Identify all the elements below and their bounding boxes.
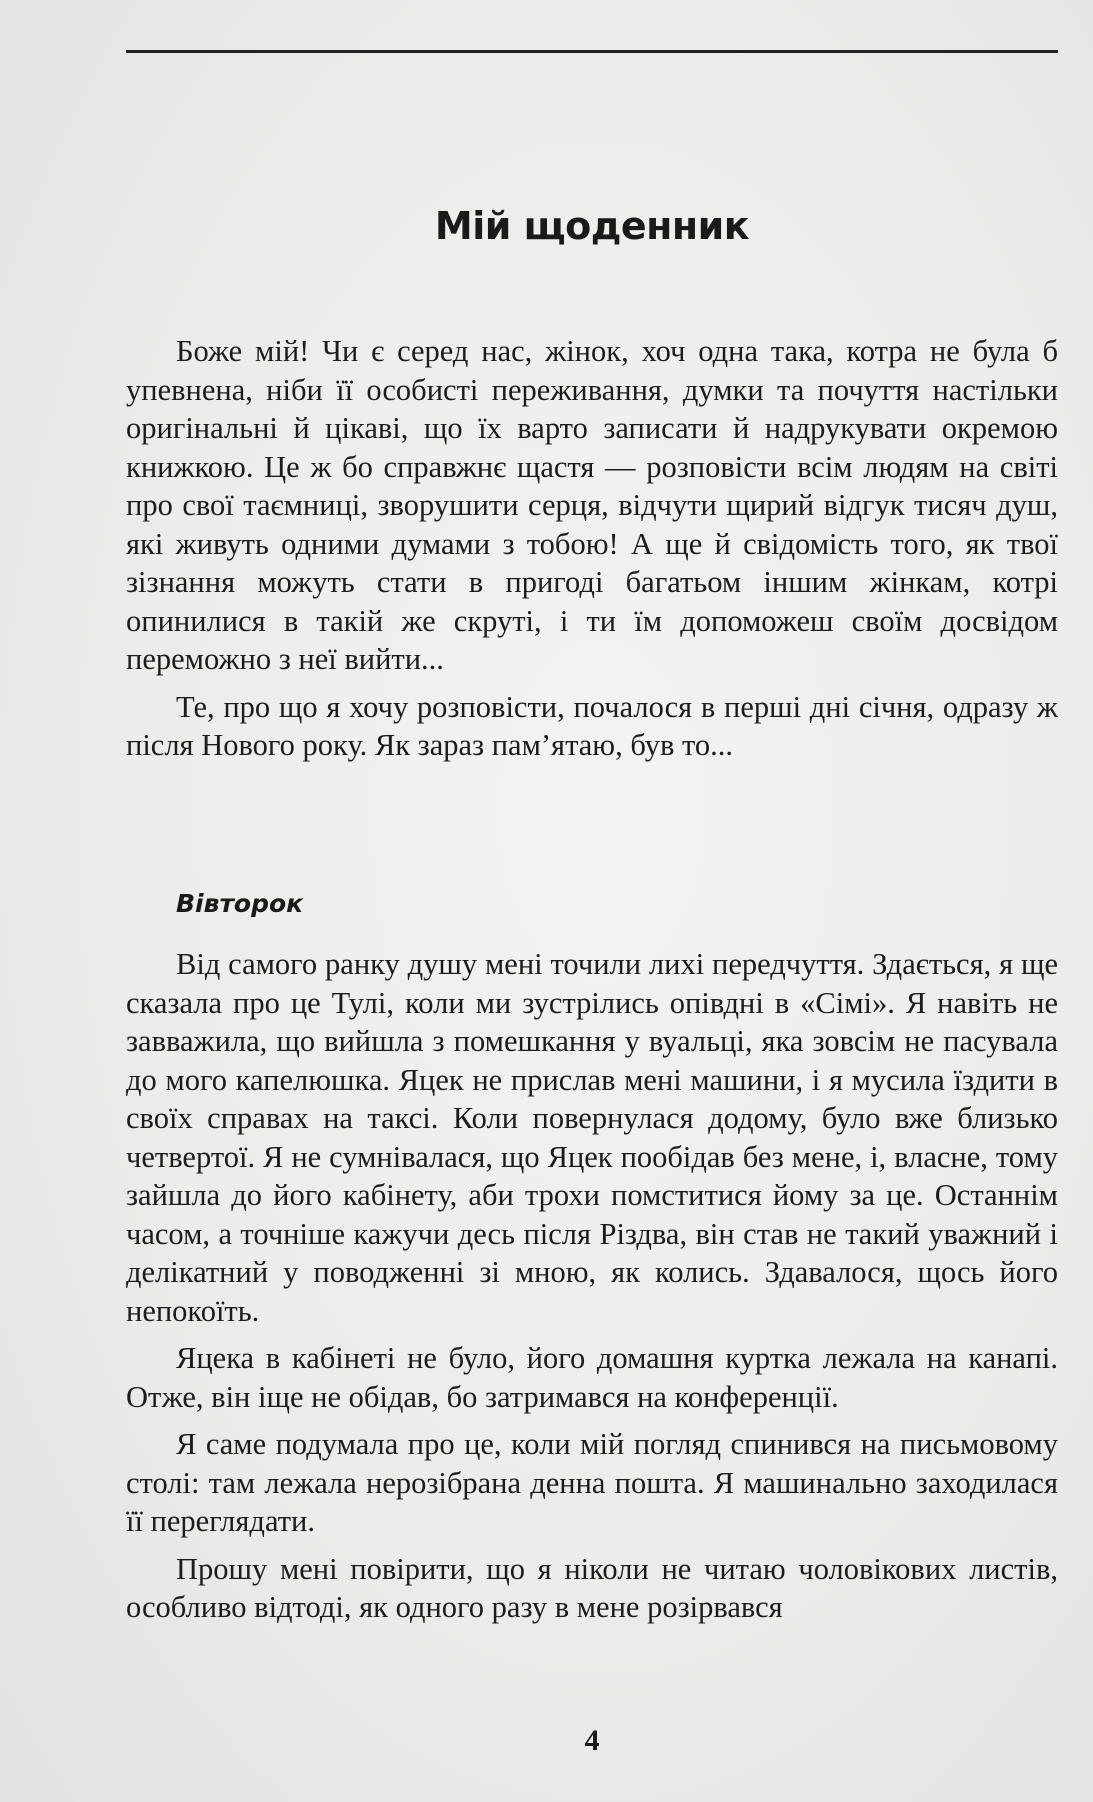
paragraph: Боже мій! Чи є серед нас, жінок, хоч одна така, котра не була б упевнена, ніби її особисті переживання, думки та почуття настільки оригінальні й цікаві, що їх варто записати й надрукувати окремою книжкою. Це ж бо справжнє щастя — розповісти всім людям на світі про свої таємниці, зворушити серця, відчути щирий відгук тисяч душ, які живуть одними думами з тобою! А ще й свідомість того, як твої зізнання можуть стати в пригоді багатьом іншим жінкам, котрі опинилися в такій же скруті, і ти їм допоможеш своїм досвідом переможно з неї вийти... xyxy=(126,334,1058,676)
paragraph: Яцека в кабінеті не було, його домашня куртка лежала на канапі. Отже, він іще не обідав, бо затримався на конференції. xyxy=(126,1341,1058,1414)
paragraph: Прошу мені повірити, що я ніколи не читаю чоловікових листів, особливо відтоді, як одного разу в мене розірвався xyxy=(126,1551,1058,1624)
body-text xyxy=(126,945,1058,1636)
paragraph: Від самого ранку душу мені точили лихі передчуття. Здається, я ще сказала про це Тулі, коли ми зустрілись опівдні в «Сімі». Я навіть не завважила, що вийшла з помешкання у вуальці, яка зовсім не пасувала до мого капелюшка. Яцек не прислав мені машини, і я мусила їздити в своїх справах на таксі. Коли повернулася додому, було вже близько четвертої. Я не сумнівалася, що Яцек пообідав без мене, і, власне, тому зайшла до його кабінету, аби трохи помститися йому за це. Останнім часом, а точніше кажучи десь після Різдва, він став не такий уважний і делікатний у поводженні зі мною, як колись. Здавалося, щось його непокоїть. xyxy=(126,947,1058,1328)
paragraph: Те, про що я хочу розповісти, почалося в перші дні січня, одразу ж після Нового року. Як зараз пам’ятаю, був то... xyxy=(126,689,1058,762)
section-heading: Вівторок xyxy=(176,889,304,918)
top-rule-divider xyxy=(126,50,1058,53)
page-number: 4 xyxy=(584,1724,600,1757)
chapter-title: Мій щоденник xyxy=(434,204,750,248)
paragraph: Я саме подумала про це, коли мій погляд спинився на письмовому столі: там лежала нерозібрана денна пошта. Я машинально заходилася її переглядати. xyxy=(126,1427,1058,1538)
intro-text xyxy=(126,332,1058,774)
